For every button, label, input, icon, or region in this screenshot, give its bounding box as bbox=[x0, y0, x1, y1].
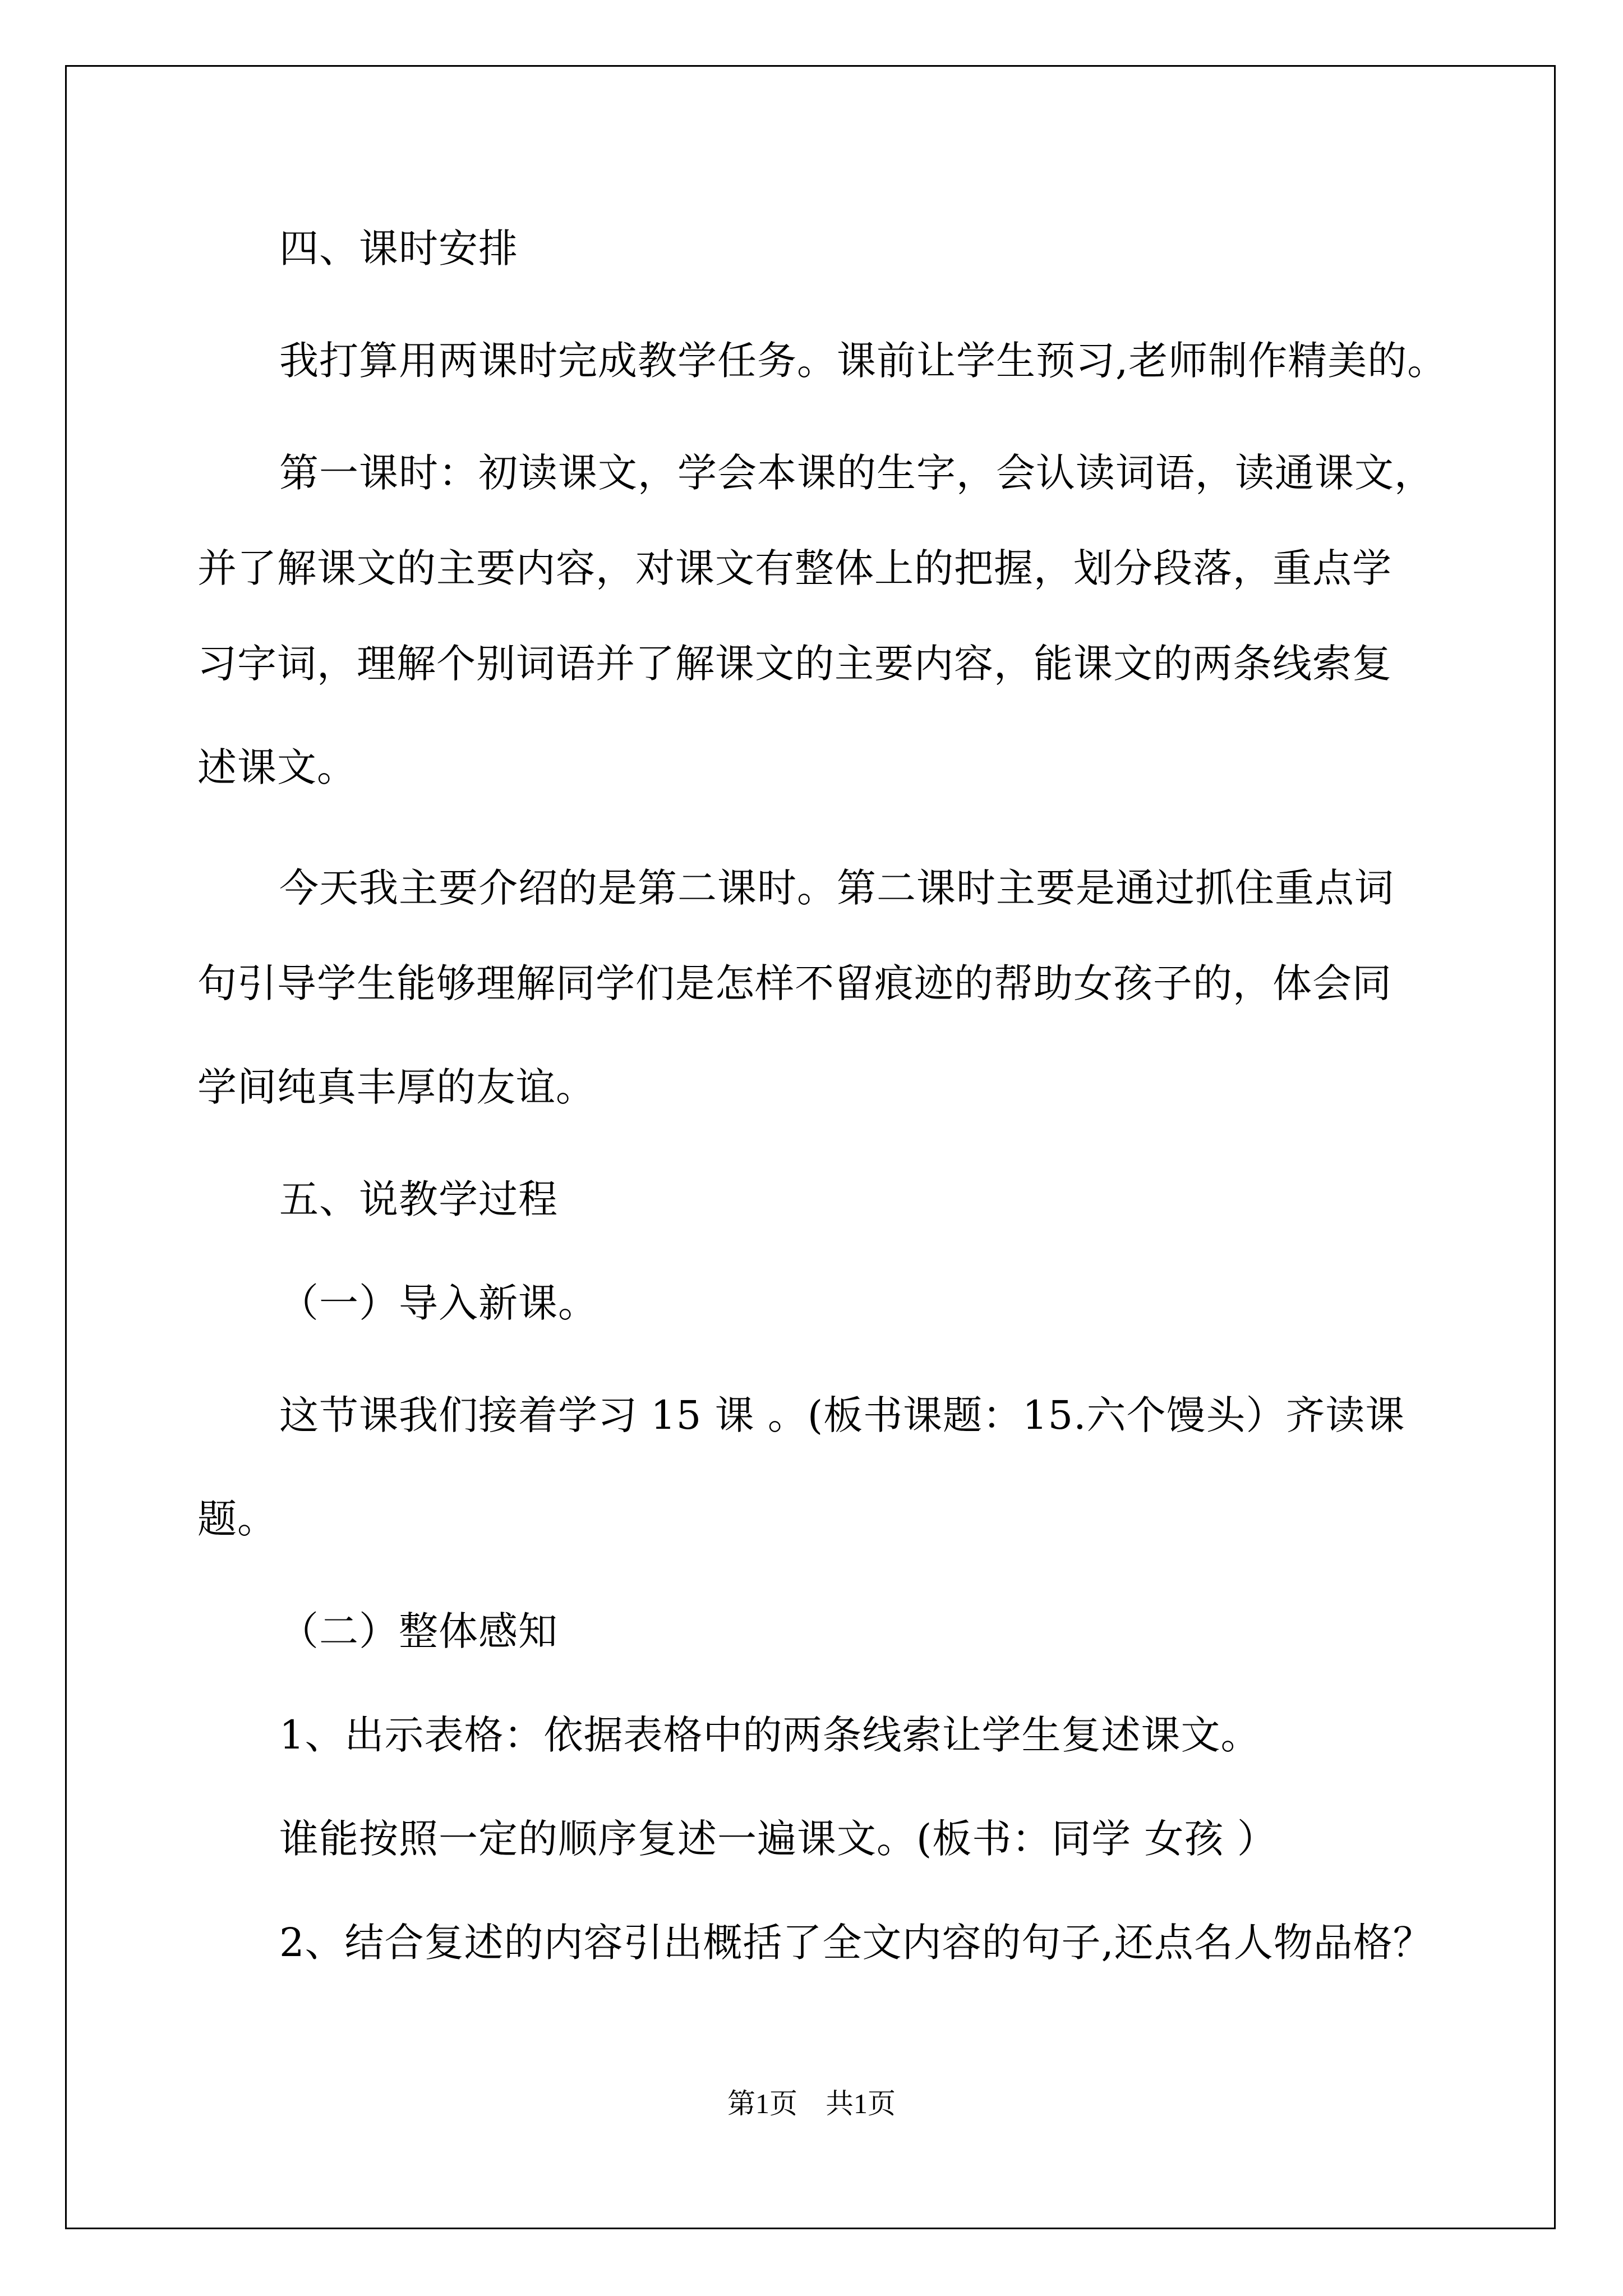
paragraph-line: 并了解课文的主要内容，对课文有整体上的把握，划分段落，重点学 bbox=[197, 545, 1392, 591]
subheading-overall: （二）整体感知 bbox=[279, 1608, 558, 1654]
paragraph-line: 述课文。 bbox=[197, 744, 357, 790]
paragraph-line: 句引导学生能够理解同学们是怎样不留痕迹的帮助女孩子的，体会同 bbox=[197, 960, 1392, 1006]
page-footer: 第1页 共1页 bbox=[727, 2088, 896, 2119]
section-heading-schedule: 四、课时安排 bbox=[279, 226, 518, 272]
paragraph-line: 这节课我们接着学习 15 课 。(板书课题：15.六个馒头）齐读课 bbox=[279, 1392, 1405, 1438]
page-border bbox=[65, 65, 1556, 2229]
paragraph-line: 习字词，理解个别词语并了解课文的主要内容，能课文的两条线索复 bbox=[197, 641, 1392, 687]
list-item: 1、出示表格：依据表格中的两条线索让学生复述课文。 bbox=[279, 1712, 1261, 1758]
subheading-intro: （一）导入新课。 bbox=[279, 1280, 598, 1326]
paragraph-line: 学间纯真丰厚的友谊。 bbox=[197, 1064, 596, 1110]
list-item: 2、结合复述的内容引出概括了全文内容的句子,还点名人物品格？ bbox=[279, 1920, 1433, 1966]
paragraph-line: 今天我主要介绍的是第二课时。第二课时主要是通过抓住重点词 bbox=[279, 865, 1394, 911]
paragraph-line: 我打算用两课时完成教学任务。课前让学生预习,老师制作精美的。 bbox=[279, 338, 1447, 384]
section-heading-process: 五、说教学过程 bbox=[279, 1176, 558, 1222]
paragraph-line: 第一课时：初读课文，学会本课的生字，会认读词语，读通课文， bbox=[279, 450, 1434, 496]
paragraph-line: 谁能按照一定的顺序复述一遍课文。(板书：同学 女孩 ） bbox=[279, 1816, 1277, 1862]
paragraph-line: 题。 bbox=[197, 1496, 277, 1542]
